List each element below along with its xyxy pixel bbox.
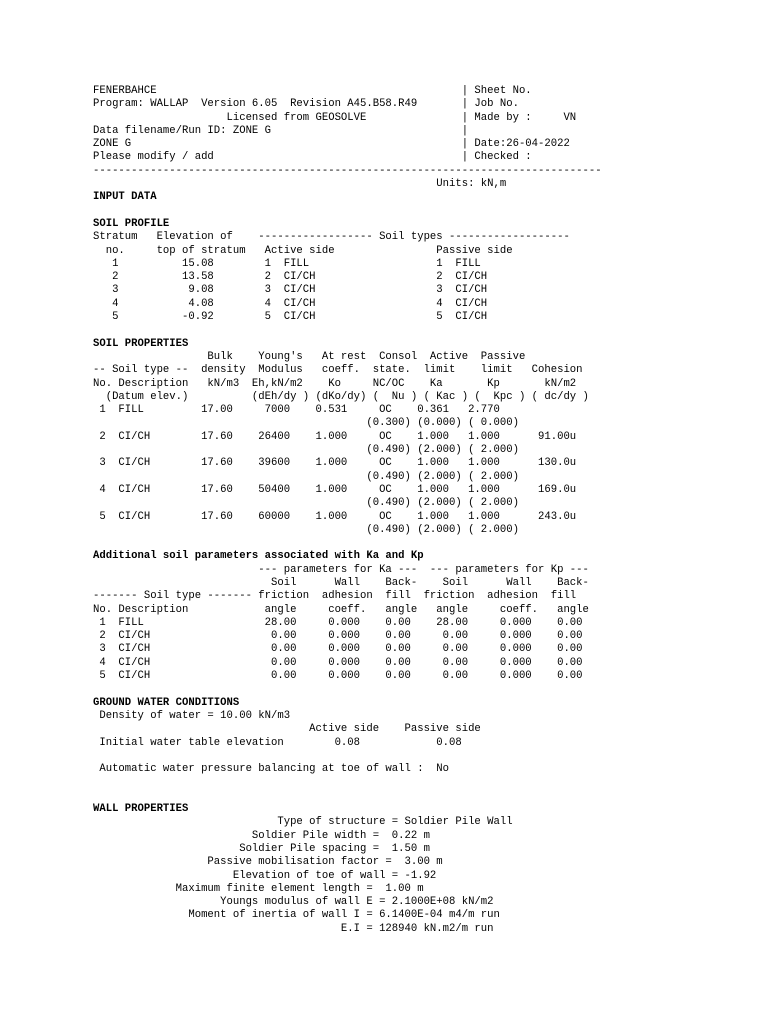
report-line: Soldier Pile spacing = 1.50 m xyxy=(93,842,430,855)
report-line: Data filename/Run ID: ZONE G | xyxy=(93,124,469,137)
report-line: Units: kN,m xyxy=(93,178,507,191)
report-line: 5 CI/CH 0.00 0.000 0.00 0.00 0.000 0.00 xyxy=(93,670,583,683)
report-line: Youngs modulus of wall E = 2.1000E+08 kN/m2 xyxy=(93,896,494,909)
report-line: Initial water table elevation 0.08 0.08 xyxy=(93,736,462,749)
report-line: Stratum Elevation of ------------------ Soil types ------------------- xyxy=(93,231,570,244)
section-heading: GROUND WATER CONDITIONS xyxy=(93,696,240,709)
report-line: Passive mobilisation factor = 3.00 m xyxy=(93,856,443,869)
report-line: 3 CI/CH 0.00 0.000 0.00 0.00 0.000 0.00 xyxy=(93,643,583,656)
report-page xyxy=(93,85,753,936)
report-line: Maximum finite element length = 1.00 m xyxy=(93,882,424,895)
report-line: 3 CI/CH 17.60 39600 1.000 OC 1.000 1.000 130.0u xyxy=(93,457,577,470)
report-line: 4 4.08 4 CI/CH 4 CI/CH xyxy=(93,297,488,310)
report-line xyxy=(93,790,753,803)
report-line: Active side Passive side xyxy=(93,723,481,736)
report-line: FENERBAHCE | Sheet No. xyxy=(93,85,532,97)
report-line: --- parameters for Ka --- --- parameters for Kp --- xyxy=(93,563,589,576)
report-line: (Datum elev.) (dEh/dy ) (dKo/dy) ( Nu ) ( Kac ) ( Kpc ) ( dc/dy ) xyxy=(93,390,589,403)
report-line: Type of structure = Soldier Pile Wall xyxy=(93,816,513,829)
section-heading: SOIL PROFILE xyxy=(93,217,170,230)
report-line: Elevation of toe of wall = -1.92 xyxy=(93,869,437,882)
report-line: 2 13.58 2 CI/CH 2 CI/CH xyxy=(93,271,488,284)
report-line xyxy=(93,537,753,550)
report-line: (0.490) (2.000) ( 2.000) xyxy=(93,497,519,510)
report-line: (0.300) (0.000) ( 0.000) xyxy=(93,417,519,430)
report-line: 5 -0.92 5 CI/CH 5 CI/CH xyxy=(93,311,488,324)
report-line: ZONE G | Date:26-04-2022 xyxy=(93,138,570,151)
report-line: Soldier Pile width = 0.22 m xyxy=(93,829,430,842)
report-line: Bulk Young's At rest Consol Active Passive xyxy=(93,350,526,363)
section-heading: INPUT DATA xyxy=(93,191,157,204)
report-line xyxy=(93,324,753,337)
report-line: Soil Wall Back- Soil Wall Back- xyxy=(93,576,589,589)
report-line: (0.490) (2.000) ( 2.000) xyxy=(93,470,519,483)
report-line: Program: WALLAP Version 6.05 Revision A45.B58.R49 | Job No. xyxy=(93,98,519,111)
report-line: ------- Soil type ------- friction adhesion fill friction adhesion fill xyxy=(93,590,577,603)
report-line: E.I = 128940 kN.m2/m run xyxy=(93,922,494,935)
report-line: 1 15.08 1 FILL 1 FILL xyxy=(93,257,481,270)
report-line: Moment of inertia of wall I = 6.1400E-04 m4/m run xyxy=(93,909,500,922)
report-line: -- Soil type -- density Modulus coeff. state. limit limit Cohesion xyxy=(93,364,583,377)
report-line: (0.490) (2.000) ( 2.000) xyxy=(93,523,519,536)
report-line: No. Description angle coeff. angle angle coeff. angle xyxy=(93,603,589,616)
report-line: 5 CI/CH 17.60 60000 1.000 OC 1.000 1.000 243.0u xyxy=(93,510,577,523)
report-line: -------------------------------------------------------------------------------- xyxy=(93,164,602,177)
report-line: 1 FILL 17.00 7000 0.531 OC 0.361 2.770 xyxy=(93,404,500,417)
report-line: no. top of stratum Active side Passive side xyxy=(93,244,513,257)
report-line: 2 CI/CH 0.00 0.000 0.00 0.00 0.000 0.00 xyxy=(93,630,583,643)
report-line: No. Description kN/m3 Eh,kN/m2 Ko NC/OC Ka Kp kN/m2 xyxy=(93,377,577,390)
report-line: 4 CI/CH 17.60 50400 1.000 OC 1.000 1.000 169.0u xyxy=(93,483,577,496)
report-line xyxy=(93,776,753,789)
section-heading: Additional soil parameters associated with Ka and Kp xyxy=(93,550,424,563)
report-line: Density of water = 10.00 kN/m3 xyxy=(93,709,291,722)
report-line: 4 CI/CH 0.00 0.000 0.00 0.00 0.000 0.00 xyxy=(93,656,583,669)
section-heading: WALL PROPERTIES xyxy=(93,803,189,816)
report-line: Licensed from GEOSOLVE | Made by : VN xyxy=(93,111,577,124)
report-line: (0.490) (2.000) ( 2.000) xyxy=(93,444,519,457)
report-line: 2 CI/CH 17.60 26400 1.000 OC 1.000 1.000 91.00u xyxy=(93,430,577,443)
section-heading: SOIL PROPERTIES xyxy=(93,337,189,350)
report-line xyxy=(93,683,753,696)
report-line xyxy=(93,750,753,763)
report-line: Automatic water pressure balancing at toe of wall : No xyxy=(93,763,450,776)
report-line: 1 FILL 28.00 0.000 0.00 28.00 0.000 0.00 xyxy=(93,616,583,629)
report-line: 3 9.08 3 CI/CH 3 CI/CH xyxy=(93,284,488,297)
report-line xyxy=(93,205,753,218)
report-line: Please modify / add | Checked : xyxy=(93,151,532,164)
